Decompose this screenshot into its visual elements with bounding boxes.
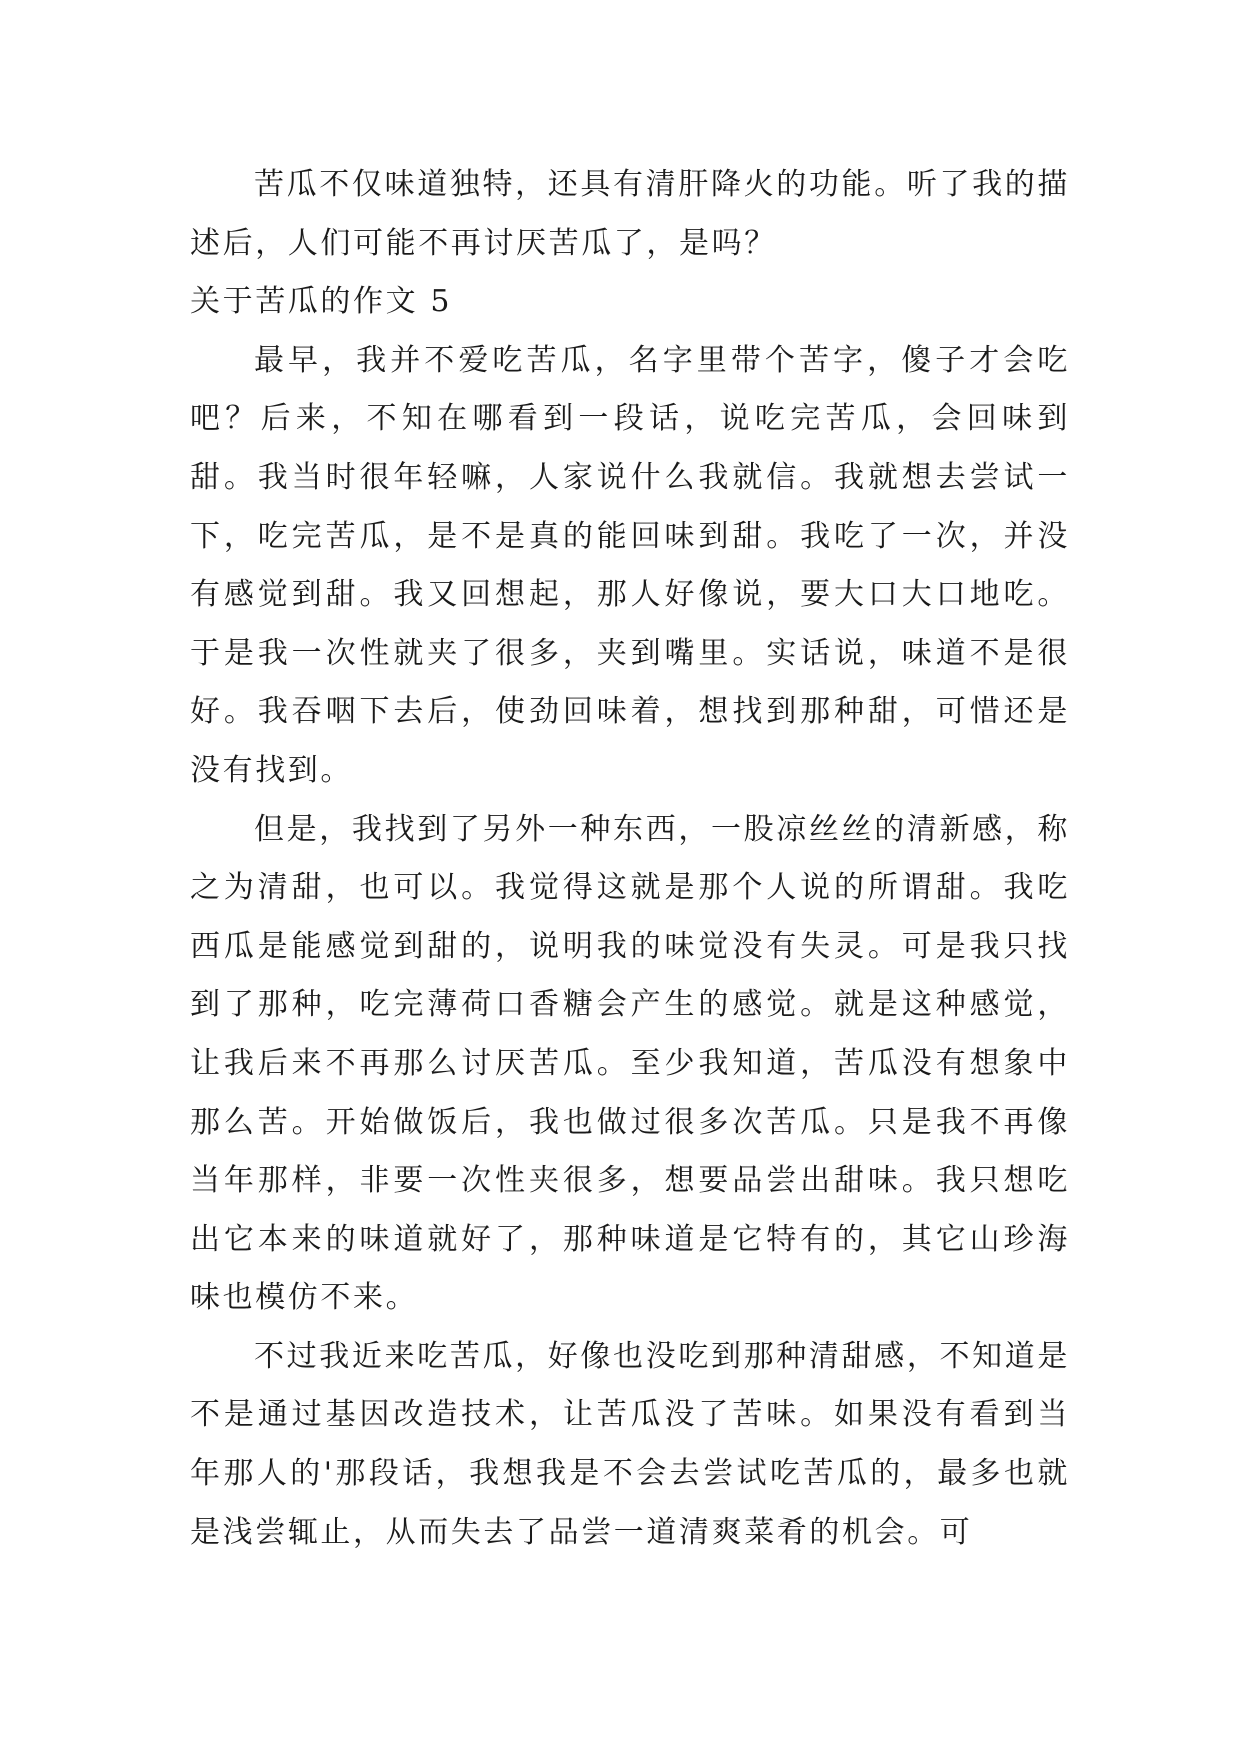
body-paragraph: 最早，我并不爱吃苦瓜，名字里带个苦字，傻子才会吃吧？后来，不知在哪看到一段话，说吃完苦瓜，会回味到甜。我当时很年轻嘛，人家说什么我就信。我就想去尝试一下，吃完苦瓜，是不是真的能回味到甜。我吃了一次，并没有感觉到甜。我又回想起，那人好像说，要大口大口地吃。于是我一次性就夹了很多，夹到嘴里。实话说，味道不是很好。我吞咽下去后，使劲回味着，想找到那种甜，可惜还是没有找到。 bbox=[190, 342, 1070, 788]
body-paragraph: 不过我近来吃苦瓜，好像也没吃到那种清甜感，不知道是不是通过基因改造技术，让苦瓜没了苦味。如果没有看到当年那人的'那段话，我想我是不会去尝试吃苦瓜的，最多也就是浅尝辄止，从而失去了品尝一道清爽菜肴的机会。可 bbox=[190, 1338, 1070, 1550]
section-heading: 关于苦瓜的作文 5 bbox=[190, 284, 453, 320]
body-paragraph: 但是，我找到了另外一种东西，一股凉丝丝的清新感，称之为清甜，也可以。我觉得这就是那个人说的所谓甜。我吃西瓜是能感觉到甜的，说明我的味觉没有失灵。可是我只找到了那种，吃完薄荷口香糖会产生的感觉。就是这种感觉，让我后来不再那么讨厌苦瓜。至少我知道，苦瓜没有想象中那么苦。开始做饭后，我也做过很多次苦瓜。只是我不再像当年那样，非要一次性夹很多，想要品尝出甜味。我只想吃出它本来的味道就好了，那种味道是它特有的，其它山珍海味也模仿不来。 bbox=[190, 811, 1070, 1316]
body-paragraph: 苦瓜不仅味道独特，还具有清肝降火的功能。听了我的描述后，人们可能不再讨厌苦瓜了，是吗？ bbox=[190, 167, 1070, 261]
document-body bbox=[190, 156, 1070, 1562]
